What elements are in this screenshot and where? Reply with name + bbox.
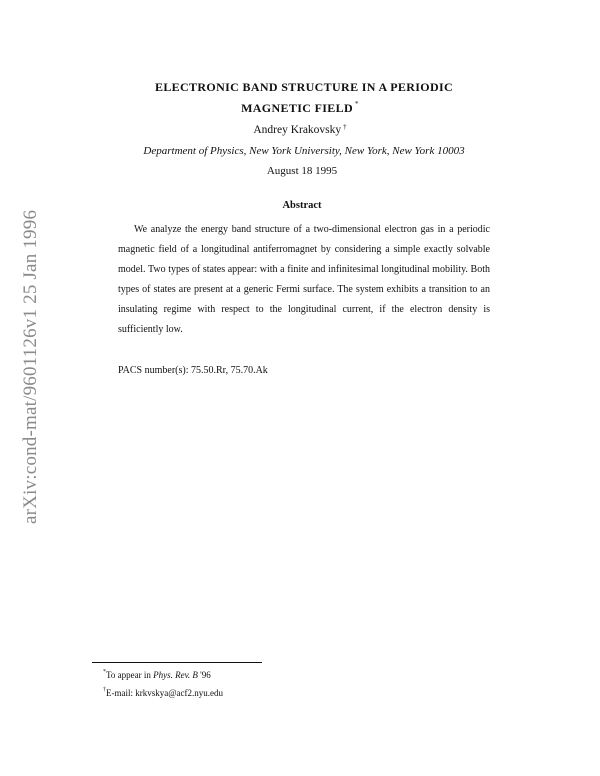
footnote-1-suffix: '96 [197,670,211,680]
title-footnote-mark: * [355,100,359,108]
pacs-numbers: PACS number(s): 75.50.Rr, 75.70.Ak [118,365,268,376]
arxiv-side-stamp [20,196,40,524]
footnote-2 [103,688,223,698]
footnote-2-mark: † [103,687,106,693]
author-name: Andrey Krakovsky [253,124,342,136]
author-line [0,124,600,136]
affiliation: Department of Physics, New York University, New York, New York 10003 [143,145,465,157]
abstract-heading: Abstract [282,200,322,211]
footnote-rule [92,662,262,663]
title-text-2: MAGNETIC FIELD [241,101,354,115]
footnote-1-journal: Phys. Rev. B [153,670,198,680]
date: August 18 1995 [266,165,338,177]
arxiv-identifier: arXiv:cond-mat/9601126v1 25 Jan 1996 [20,209,41,524]
paper-title-line-2 [0,101,600,116]
title-text-1: ELECTRONIC BAND STRUCTURE IN A PERIODIC [154,80,454,94]
footnote-1-mark: * [103,669,106,675]
footnote-2-text: E-mail: krkvskya@acf2.nyu.edu [106,688,224,698]
abstract-body: We analyze the energy band structure of a two-dimensional electron gas in a periodic magnetic field of a longitudinal antiferromagnet by considering a simple exactly solvable model. Two types of states appear: with a finite and infinitesimal longitudinal mobility. Both types of states are present at a generic Fermi surface. The system exhibits a transition to an insulating regime with respect to the longitudinal current, if the electron density is sufficiently low. [118,224,490,335]
author-footnote-mark: † [343,123,347,131]
footnote-1-prefix: To appear in [106,670,154,680]
paper-title-line-1 [4,80,600,95]
footnote-1 [103,670,211,680]
